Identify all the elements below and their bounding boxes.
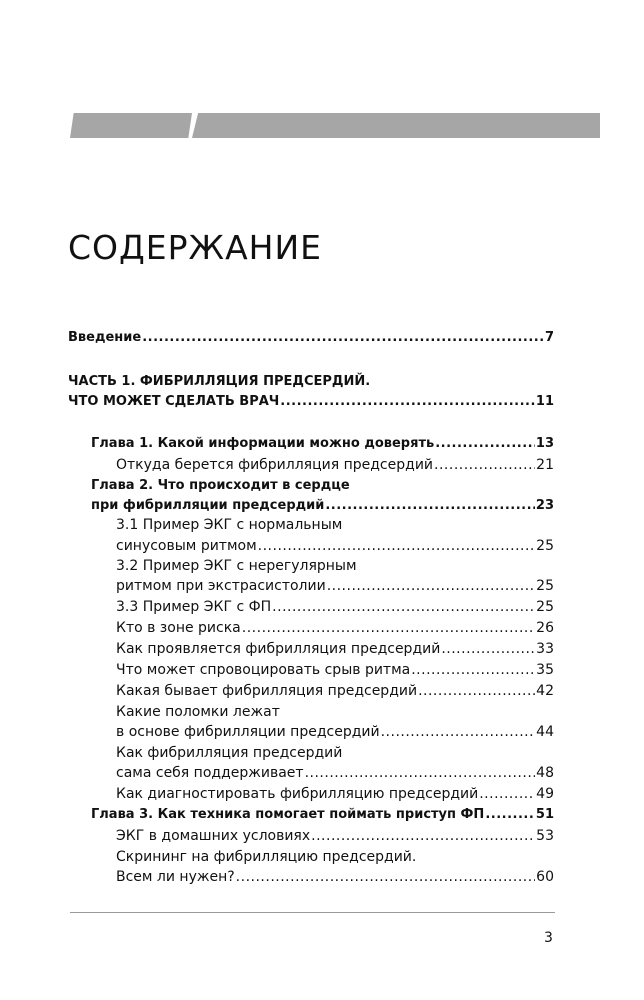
header-band-left (70, 113, 192, 138)
toc-entry-label: Откуда берется фибрилляция предсердий (116, 457, 434, 473)
toc-s32-line1: 3.2 Пример ЭКГ с нерегулярным (116, 558, 357, 574)
toc-breakdowns-line1: Какие поломки лежат (116, 704, 280, 720)
dot-leader (411, 661, 535, 679)
dot-leader (434, 456, 535, 474)
toc-entry-label: Что может спровоцировать срыв ритма (116, 662, 411, 678)
toc-entry-label: Как проявляется фибрилляция предсердий (116, 641, 441, 657)
page-title: СОДЕРЖАНИЕ (68, 228, 323, 267)
toc-entry-diagnose[interactable] (116, 785, 554, 803)
toc-entry-label: Всем ли нужен? (116, 869, 235, 885)
toc-page-number: 25 (536, 578, 554, 594)
toc-entry-s32[interactable] (116, 577, 554, 595)
toc-page-number: 44 (536, 724, 554, 740)
toc-entry-label: 3.3 Пример ЭКГ с ФП (116, 599, 272, 615)
toc-page-number: 42 (536, 683, 554, 699)
dot-leader (305, 764, 536, 782)
toc-entry-label: Глава 1. Какой информации можно доверять (91, 436, 435, 451)
dot-leader (441, 640, 535, 658)
toc-entry-breakdowns[interactable] (116, 723, 554, 741)
toc-entry-manifest[interactable] (116, 640, 554, 658)
toc-page-number: 60 (536, 869, 554, 885)
toc-entry-label: ЧТО МОЖЕТ СДЕЛАТЬ ВРАЧ (68, 394, 280, 409)
toc-page-number: 13 (535, 436, 554, 451)
toc-part-heading-line1: ЧАСТЬ 1. ФИБРИЛЛЯЦИЯ ПРЕДСЕРДИЙ. (68, 374, 371, 389)
toc-entry-label: при фибрилляции предсердий (91, 498, 325, 513)
toc-entry-chapter1[interactable] (91, 435, 554, 453)
toc-page-number: 48 (536, 765, 554, 781)
toc-entry-screening[interactable] (116, 868, 554, 886)
toc-page-number: 35 (536, 662, 554, 678)
toc-entry-label: Кто в зоне риска (116, 620, 241, 636)
toc-page-number: 11 (535, 394, 554, 409)
footer-divider (70, 912, 555, 913)
toc-screening-line1: Скрининг на фибрилляцию предсердий. (116, 849, 417, 865)
toc-entry-label: Введение (68, 330, 142, 345)
dot-leader (311, 827, 535, 845)
dot-leader (435, 435, 535, 453)
toc-entry-home-ecg[interactable] (116, 827, 554, 845)
toc-page-number: 23 (535, 498, 554, 513)
dot-leader (327, 577, 535, 595)
dot-leader (479, 785, 535, 803)
toc-entry-chapter2[interactable] (91, 497, 554, 515)
toc-entry-risk[interactable] (116, 619, 554, 637)
toc-entry-chapter3[interactable] (91, 806, 554, 824)
dot-leader (381, 723, 536, 741)
dot-leader (242, 619, 535, 637)
toc-entry-intro[interactable] (68, 329, 554, 347)
toc-entry-label: в основе фибрилляции предсердий (116, 724, 380, 740)
toc-page-number: 53 (536, 828, 554, 844)
toc-entry-label: сама себя поддерживает (116, 765, 304, 781)
toc-page-number: 25 (536, 599, 554, 615)
toc-entry-selfsustain[interactable] (116, 764, 554, 782)
toc-entry-part1[interactable] (68, 393, 554, 411)
dot-leader (272, 598, 535, 616)
dot-leader (142, 329, 544, 347)
header-band-right (192, 113, 600, 138)
toc-entry-label: ритмом при экстрасистолии (116, 578, 326, 594)
toc-page-number: 21 (536, 457, 554, 473)
toc-page-number: 51 (535, 807, 554, 822)
toc-entry-provoke[interactable] (116, 661, 554, 679)
dot-leader (485, 806, 535, 824)
page-number: 3 (544, 930, 553, 946)
toc-s31-line1: 3.1 Пример ЭКГ с нормальным (116, 517, 343, 533)
toc-entry-label: синусовым ритмом (116, 538, 257, 554)
toc-entry-label: Как диагностировать фибрилляцию предсердий (116, 786, 479, 802)
toc-entry-label: Какая бывает фибрилляция предсердий (116, 683, 418, 699)
toc-page-number: 26 (536, 620, 554, 636)
toc-chapter2-line1: Глава 2. Что происходит в сердце (91, 478, 350, 493)
toc-selfsustain-line1: Как фибрилляция предсердий (116, 745, 343, 761)
dot-leader (325, 497, 535, 515)
toc-page-number: 7 (544, 330, 554, 345)
toc-entry-s33[interactable] (116, 598, 554, 616)
dot-leader (236, 868, 536, 886)
toc-page-number: 25 (536, 538, 554, 554)
toc-page-number: 33 (536, 641, 554, 657)
toc-entry-origin[interactable] (116, 456, 554, 474)
toc-entry-label: Глава 3. Как техника помогает поймать приступ ФП (91, 807, 485, 822)
dot-leader (280, 393, 535, 411)
toc-entry-s31[interactable] (116, 537, 554, 555)
toc-entry-label: ЭКГ в домашних условиях (116, 828, 311, 844)
dot-leader (258, 537, 536, 555)
dot-leader (418, 682, 535, 700)
toc-entry-types[interactable] (116, 682, 554, 700)
toc-page-number: 49 (536, 786, 554, 802)
